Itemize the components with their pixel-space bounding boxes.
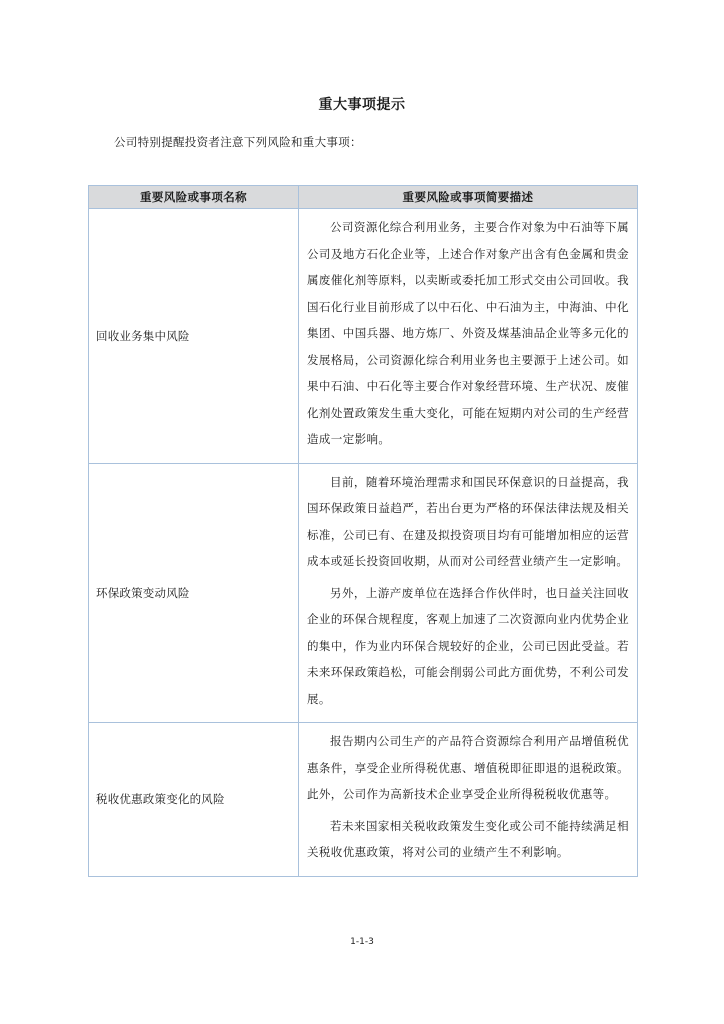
- table-row: [89, 209, 638, 464]
- description-paragraph: 公司资源化综合利用业务，主要合作对象为中石油等下属公司及地方石化企业等，上述合作对象产出含有色金属和贵金属废催化剂等原料，以卖断或委托加工形式交由公司回收。我国石化行业目前形成了以中石化、中石油为主，中海油、中化集团、中国兵器、地方炼厂、外资及煤基油品企业等多元化的发展格局，公司资源化综合利用业务也主要源于上述公司。如果中石油、中石化等主要合作对象经营环境、生产状况、废催化剂处置政策发生重大变化，可能在短期内对公司的生产经营造成一定影响。: [307, 220, 629, 446]
- page-number: 1-1-3: [350, 937, 374, 947]
- column-header-risk-description: 重要风险或事项简要描述: [299, 186, 638, 209]
- intro-text: 公司特别提醒投资者注意下列风险和重大事项：: [114, 135, 362, 149]
- risk-name-cell: 环保政策变动风险: [89, 463, 299, 723]
- risk-description-cell: [299, 723, 638, 877]
- table-row: [89, 723, 638, 877]
- column-header-risk-name: 重要风险或事项名称: [89, 186, 299, 209]
- table-row: [89, 463, 638, 723]
- risk-name-cell: 税收优惠政策变化的风险: [89, 723, 299, 877]
- risk-name-cell: 回收业务集中风险: [89, 209, 299, 464]
- table-header-row: [89, 186, 638, 209]
- description-paragraph: 目前，随着环境治理需求和国民环保意识的日益提高，我国环保政策日益趋严，若出台更为严格的环保法律法规及相关标准，公司已有、在建及拟投资项目均有可能增加相应的运营成本或延长投资回收期，从而对公司经营业绩产生一定影响。: [307, 474, 629, 568]
- description-paragraph: 另外，上游产废单位在选择合作伙伴时，也日益关注回收企业的环保合规程度，客观上加速了二次资源向业内优势企业的集中，作为业内环保合规较好的企业，公司已因此受益。若未来环保政策趋松，可能会削弱公司此方面优势，不利公司发展。: [307, 585, 629, 706]
- page-title: 重大事项提示: [318, 97, 406, 113]
- risk-description-cell: [299, 463, 638, 723]
- description-paragraph: 若未来国家相关税收政策发生变化或公司不能持续满足相关税收优惠政策，将对公司的业绩产生不利影响。: [307, 818, 629, 859]
- risk-table: [88, 185, 638, 877]
- risk-description-cell: [299, 209, 638, 464]
- description-paragraph: 报告期内公司生产的产品符合资源综合利用产品增值税优惠条件，享受企业所得税优惠、增值税即征即退的退税政策。此外，公司作为高新技术企业享受企业所得税税收优惠等。: [307, 734, 629, 801]
